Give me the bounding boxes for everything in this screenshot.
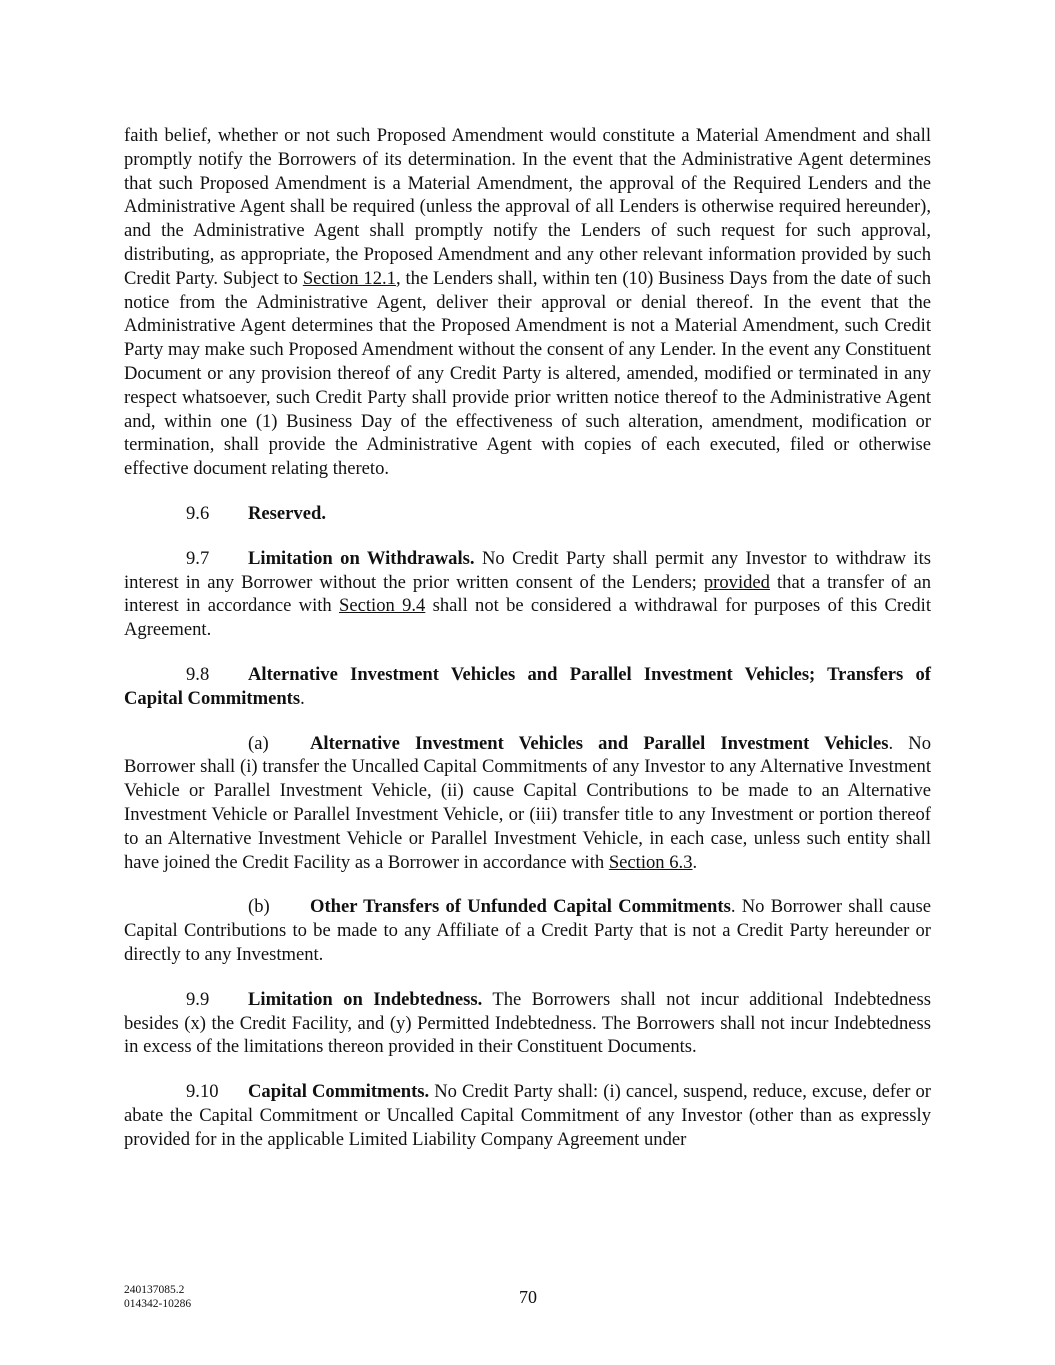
section-heading: Alternative Investment Vehicles and Parallel Investment Vehicles; Transfers of Capital Commitments [124,663,931,709]
section-heading: Limitation on Withdrawals. [248,547,475,569]
section-9-6 [124,502,931,526]
section-9-7: 9.7 Limitation on Withdrawals. No Credit Party shall permit any Investor to withdraw its interest in any Borrower without the prior written consent of the Lenders; provided that a transfer of an interest in accordance with Section 9.4 shall not be considered a withdrawal for purposes of this Credit Agreement. [124,547,931,641]
footer-document-id [124,1283,191,1311]
subsection-heading: Other Transfers of Unfunded Capital Commitments [310,896,731,918]
section-9-8-a: (a) Alternative Investment Vehicles and Parallel Investment Vehicles. No Borrower shall (i) transfer the Uncalled Capital Commitments of any Investor to any Alternative Investment Vehicle or Parallel Investment Vehicle, (ii) cause Capital Contributions to be made to an Alternative Investment Vehicle or Parallel Investment Vehicle, or (iii) transfer title to any Investment or portion thereof to an Alternative Investment Vehicle or Parallel Investment Vehicle, in each case, unless such entity shall have joined the Credit Facility as a Borrower in accordance with Section 6.3. [124,732,931,873]
section-9-8: 9.8 Alternative Investment Vehicles and Parallel Investment Vehicles; Transfers of Capital Commitments. [124,663,931,709]
section-number: 9.7 [186,547,210,569]
section-9-9: 9.9 Limitation on Indebtedness. The Borrowers shall not incur additional Indebtedness besides (x) the Credit Facility, and (y) Permitted Indebtedness. The Borrowers shall not incur Indebtedness in excess of the limitations thereon provided in their Constituent Documents. [124,988,932,1058]
section-number: 9.10 [186,1081,219,1103]
subsection-label: (a) [248,732,269,754]
section-reference-link[interactable]: Section 12.1 [302,267,396,289]
matter-id: 014342-10286 [124,1298,192,1310]
section-9-10: 9.10 Capital Commitments. No Credit Party shall: (i) cancel, suspend, reduce, excuse, defer or abate the Capital Commitment or Uncalled Capital Commitment of any Investor (other than as expressly provided for in the applicable Limited Liability Company Agreement under [124,1081,932,1150]
section-9-8-b: (b) Other Transfers of Unfunded Capital Commitments. No Borrower shall cause Capital Contributions to be made to any Affiliate of a Credit Party that is not a Credit Party hereunder or directly to any Investment. [124,896,931,965]
section-number: 9.6 [186,502,210,524]
section-number: 9.8 [186,663,210,685]
document-page [124,124,931,1151]
subsection-label: (b) [248,896,270,918]
amendment-paragraph: faith belief, whether or not such Proposed Amendment would constitute a Material Amendment and shall promptly notify the Borrowers of its determination. In the event that the Administrative Agent determines that such Proposed Amendment is a Material Amendment, the approval of the Required Lenders and the Administrative Agent shall be required (unless the approval of all Lenders is otherwise required hereunder), and the Administrative Agent shall promptly notify the Lenders of such request for such approval, distributing, as appropriate, the Proposed Amendment and any other relevant information provided by such Credit Party. Subject to Section 12.1, the Lenders shall, within ten (10) Business Days from the date of such notice from the Administrative Agent, deliver their approval or denial thereof. In the event that the Administrative Agent determines that the Proposed Amendment is not a Material Amendment, such Credit Party may make such Proposed Amendment without the consent of any Lender. In the event any Constituent Document or any provision thereof of any Credit Party is altered, amended, modified or terminated in any respect whatsoever, such Credit Party shall provide prior written notice thereof to the Administrative Agent and, within one (1) Business Day of the effectiveness of such alteration, amendment, modification or termination, shall provide the Administrative Agent with copies of each executed, filed or otherwise effective document relating thereto. [124,125,931,480]
section-reference-link[interactable]: Section 6.3 [608,851,693,873]
doc-id: 240137085.2 [124,1284,185,1296]
section-number: 9.9 [186,988,210,1010]
subsection-heading: Alternative Investment Vehicles and Parallel Investment Vehicles [310,732,889,754]
section-heading: Reserved. [248,502,326,524]
page-number: 70 [519,1287,537,1307]
section-heading: Limitation on Indebtedness. [248,988,483,1010]
section-reference-link[interactable]: Section 9.4 [339,595,426,617]
section-heading: Capital Commitments. [248,1081,430,1103]
defined-term: provided [703,571,770,593]
